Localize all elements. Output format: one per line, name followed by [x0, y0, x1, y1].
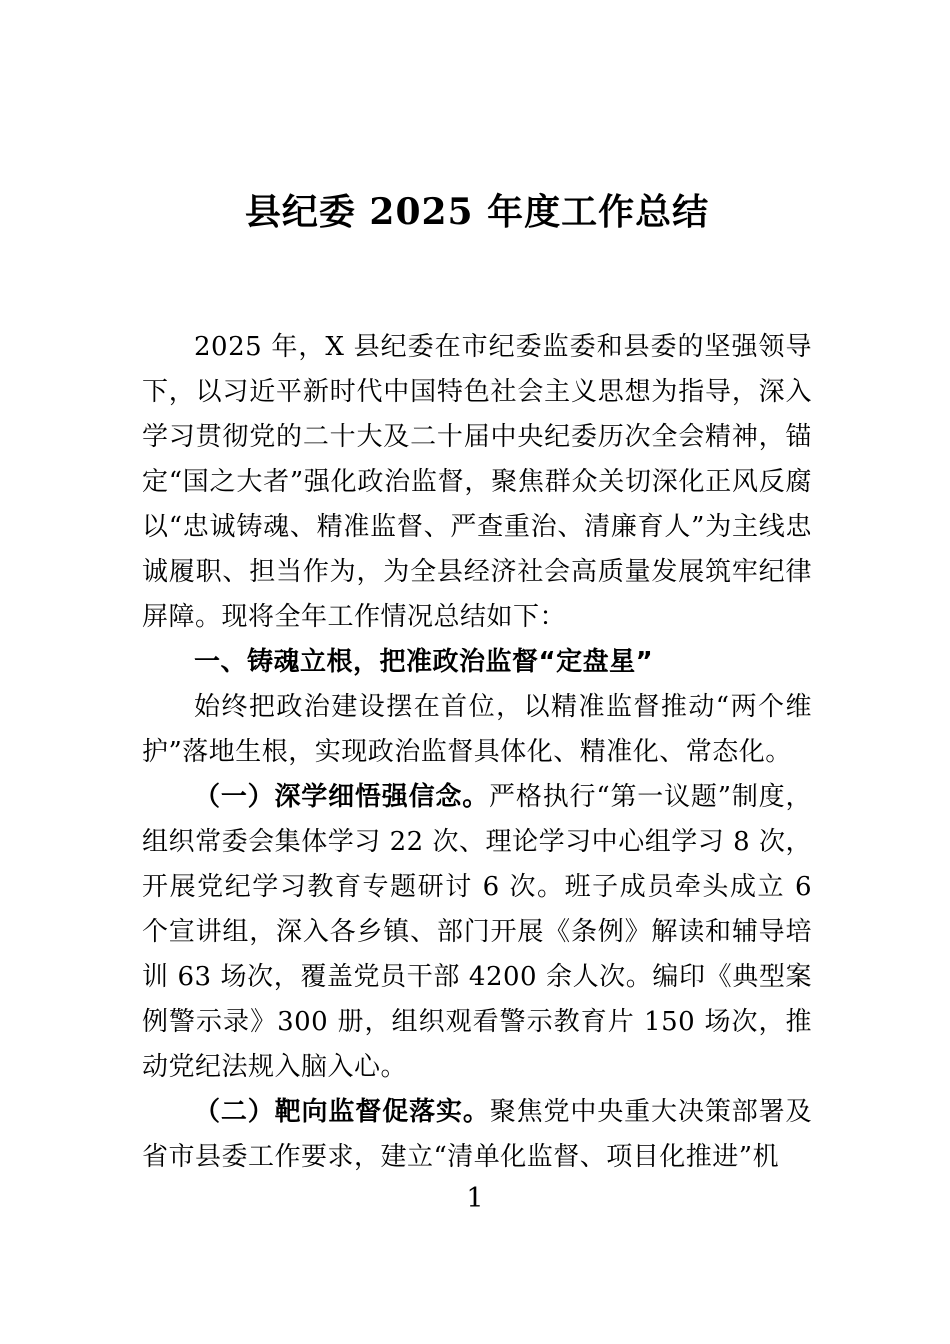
subsection-1-paragraph — [142, 775, 812, 1090]
section-1-heading: 一、铸魂立根，把准政治监督“定盘星” — [194, 647, 654, 677]
subsection-1-lead: （一）深学细悟强信念。 — [194, 782, 490, 812]
intro-paragraph: 2025 年，X 县纪委在市纪委监委和县委的坚强领导下，以习近平新时代中国特色社会主义思想为指导，深入学习贯彻党的二十大及二十届中央纪委历次全会精神，锚定“国之大者”强化政治监督，聚焦群众关切深化正风反腐以“忠诚铸魂、精准监督、严查重治、清廉育人”为主线忠诚履职、担当作为，为全县经济社会高质量发展筑牢纪律屏障。现将全年工作情况总结如下： — [142, 332, 812, 632]
subsection-1-text: 严格执行“第一议题”制度，组织常委会集体学习 22 次、理论学习中心组学习 8 次，开展党纪学习教育专题研讨 6 次。班子成员牵头成立 6 个宣讲组，深入各乡镇、部门开展《条例》解读和辅导培训 63 场次，覆盖党员干部 4200 余人次。编印《典型案例警示录》300 册，组织观看警示教育片 150 场次，推动党纪法规入脑入心。 — [142, 782, 812, 1082]
subsection-2-lead: （二）靶向监督促落实。 — [194, 1097, 490, 1127]
document-title: 县纪委 2025 年度工作总结 — [244, 191, 710, 233]
subsection-2-text: 聚焦党中央重大决策部署及省市县委工作要求，建立“清单化监督、项目化推进”机 — [142, 1097, 812, 1172]
page-number: 1 — [466, 1183, 484, 1214]
subsection-2-paragraph — [142, 1090, 812, 1180]
section-1-intro-paragraph: 始终把政治建设摆在首位，以精准监督推动“两个维护”落地生根，实现政治监督具体化、精准化、常态化。 — [142, 692, 812, 767]
document-body — [142, 325, 812, 1180]
